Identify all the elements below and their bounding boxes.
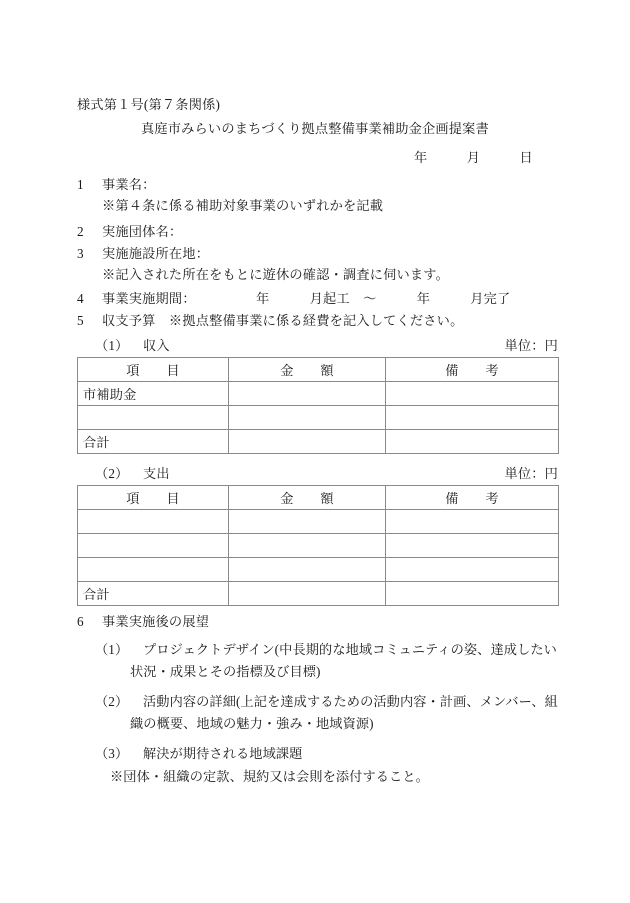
expense-cell-amount[interactable] [229,534,386,558]
income-header-amount: 金 額 [229,358,386,382]
outlook-sub-1 [95,639,557,660]
outlook-sub-2-paren: （2） [95,694,129,709]
table-row [78,406,559,430]
item-2-number: 2 [77,224,84,239]
income-cell-item[interactable] [78,406,229,430]
income-cell-amount[interactable] [229,382,386,406]
outlook-sub-1-paren: （1） [95,642,129,657]
expense-section-heading [95,464,558,483]
item-5-budget [77,311,463,330]
table-row [78,534,559,558]
item-3-facility-address [77,244,209,263]
expense-label: 支出 [143,466,170,481]
income-header-note: 備 考 [386,358,559,382]
table-row [78,430,559,454]
income-cell-amount[interactable] [229,430,386,454]
income-unit: 単位：円 [504,338,558,353]
item-4-project-period [77,289,510,308]
income-cell-note[interactable] [386,430,559,454]
expense-header-item: 項 目 [78,486,229,510]
outlook-sub-2-line1: 活動内容の詳細(上記を達成するための活動内容・計画、メンバー、組 [143,694,558,709]
expense-cell-note[interactable] [386,558,559,582]
item-2-label: 実施団体名： [102,224,183,239]
income-label: 収入 [143,338,170,353]
expense-cell-amount[interactable] [229,582,386,606]
income-cell-item[interactable]: 市補助金 [78,382,229,406]
expense-cell-amount[interactable] [229,558,386,582]
outlook-sub-1-line2: 状況・成果とその指標及び目標) [130,664,321,679]
outlook-sub-1-line1: プロジェクトデザイン(中長期的な地域コミュニティの姿、達成したい [143,642,557,657]
expense-header-row [78,486,559,510]
item-6-label: 事業実施後の展望 [102,614,210,629]
item-1-note: ※第４条に係る補助対象事業のいずれかを記載 [102,198,384,213]
expense-label-group [95,464,170,483]
expense-cell-item[interactable] [78,510,229,534]
form-number: 様式第１号(第７条関係) [77,97,221,112]
expense-paren: （2） [95,466,129,481]
table-row [78,558,559,582]
expense-header-note: 備 考 [386,486,559,510]
income-header-row [78,358,559,382]
item-3-label: 実施施設所在地： [102,246,210,261]
outlook-sub-2 [95,691,558,712]
income-cell-amount[interactable] [229,406,386,430]
outlook-attachment-note: ※団体・組織の定款、規約又は会則を添付すること。 [110,769,429,784]
expense-cell-note[interactable] [386,582,559,606]
expense-cell-item[interactable] [78,558,229,582]
date-entry-line: 年 月 日 [414,150,533,165]
income-header-item: 項 目 [78,358,229,382]
income-paren: （1） [95,338,129,353]
expense-cell-item[interactable]: 合計 [78,582,229,606]
income-section-heading [95,336,558,355]
item-4-label: 事業実施期間： 年 月起工 ～ 年 月完了 [102,291,511,306]
expense-cell-note[interactable] [386,510,559,534]
item-1-label: 事業名： [102,177,156,192]
income-label-group [95,336,170,355]
outlook-sub-3-paren: （3） [95,746,129,761]
outlook-sub-3-line1: 解決が期待される地域課題 [143,746,303,761]
expense-table [77,485,559,606]
table-row [78,510,559,534]
item-6-number: 6 [77,614,84,629]
item-6-outlook [77,612,209,631]
income-cell-item[interactable]: 合計 [78,430,229,454]
income-cell-note[interactable] [386,382,559,406]
item-1-number: 1 [77,177,84,192]
table-row [78,582,559,606]
income-cell-note[interactable] [386,406,559,430]
item-5-number: 5 [77,313,84,328]
document-title: 真庭市みらいのまちづくり拠点整備事業補助金企画提案書 [141,121,489,136]
expense-cell-item[interactable] [78,534,229,558]
outlook-sub-3 [95,743,302,764]
item-3-note: ※記入された所在をもとに遊休の確認・調査に伺います。 [102,267,450,282]
expense-header-amount: 金 額 [229,486,386,510]
item-5-label: 収支予算 ※拠点整備事業に係る経費を記入してください。 [102,313,464,328]
table-row [78,382,559,406]
income-table [77,357,559,454]
expense-unit: 単位：円 [504,466,558,481]
expense-cell-note[interactable] [386,534,559,558]
outlook-sub-2-line2: 織の概要、地域の魅力・強み・地域資源) [130,716,374,731]
item-1-project-name [77,175,156,194]
item-2-organization-name [77,222,182,241]
expense-cell-amount[interactable] [229,510,386,534]
item-3-number: 3 [77,246,84,261]
item-4-number: 4 [77,291,84,306]
